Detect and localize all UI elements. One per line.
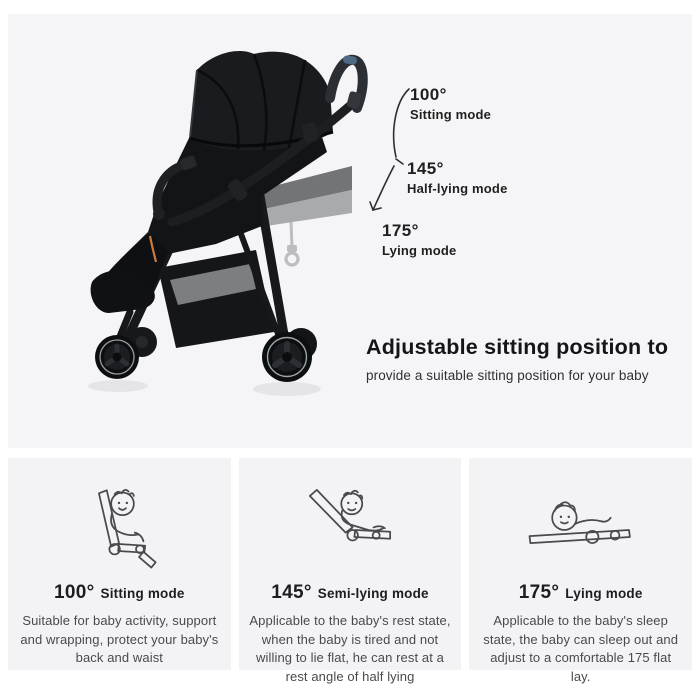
top-section-panel xyxy=(8,14,692,448)
annotation-lying-mode xyxy=(382,222,456,258)
baby-semi-lying-icon xyxy=(290,482,410,578)
mode-cards-row xyxy=(8,458,692,684)
baby-sitting-icon xyxy=(59,482,179,578)
card-description: Applicable to the baby's sleep state, the baby can sleep out and adjust to a comfortable 175 flat lay. xyxy=(483,613,679,684)
card-description: Applicable to the baby's rest state, when the baby is tired and not willing to lie flat, he can rest at a rest angle of half lying xyxy=(249,613,451,684)
card-heading xyxy=(271,582,429,604)
card-angle: 175° xyxy=(518,582,560,603)
annotation-angle: 100° xyxy=(410,85,447,104)
card-mode-label: Lying mode xyxy=(565,586,643,601)
card-description: Suitable for baby activity, support and wrapping, protect your baby's back and waist xyxy=(20,613,219,665)
headline-block xyxy=(366,334,686,383)
annotation-mode-label: Lying mode xyxy=(382,242,457,258)
annotation-angle: 145° xyxy=(407,159,444,178)
card-semi-lying-mode xyxy=(239,458,462,684)
annotation-angle: 175° xyxy=(382,221,419,240)
annotation-mode-label: Sitting mode xyxy=(410,106,492,122)
card-mode-label: Sitting mode xyxy=(100,586,185,601)
card-heading xyxy=(54,582,185,604)
card-angle: 100° xyxy=(54,582,95,603)
card-angle: 145° xyxy=(271,582,312,603)
annotation-mode-label: Half-lying mode xyxy=(407,180,508,196)
card-lying-mode xyxy=(469,458,692,684)
page-title: Adjustable sitting position to xyxy=(366,335,669,359)
card-sitting-mode xyxy=(8,458,231,670)
annotation-half-lying-mode xyxy=(407,160,508,196)
page-subtitle: provide a suitable sitting position for your baby xyxy=(366,367,649,383)
card-heading xyxy=(519,582,643,604)
annotation-sitting-mode xyxy=(410,86,491,122)
card-mode-label: Semi-lying mode xyxy=(317,586,429,601)
baby-lying-icon xyxy=(511,482,651,578)
